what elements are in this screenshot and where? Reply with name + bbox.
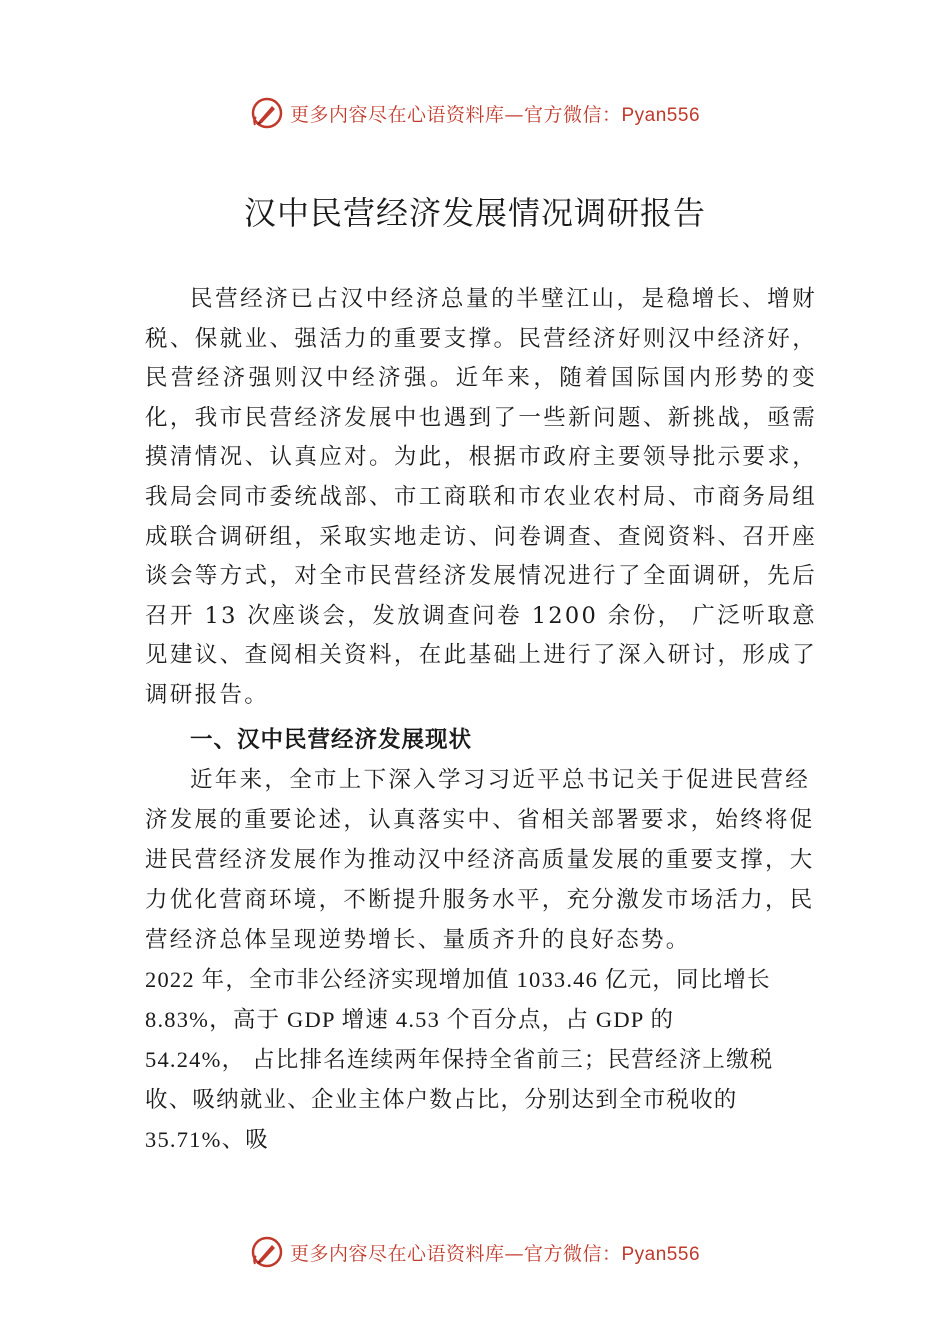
document-title: 汉中民营经济发展情况调研报告 bbox=[243, 194, 706, 232]
stats-line-1: 2022 年，全市非公经济实现增加值 1033.46 亿元，同比增长 bbox=[145, 966, 771, 992]
intro-paragraph: 民营经济已占汉中经济总量的半壁江山，是稳增长、增财税、保就业、强活力的重要支撑。民营经济好则汉中经济好，民营经济强则汉中经济强。近年来，随着国际国内形势的变化，我市民营经济发展中也遇到了一些新问题、新挑战，亟需摸清情况、认真应对。为此，根据市政府主要领导批示要求，我局会同市委统战部、市工商联和市农业农村局、市商务局组成联合调研组，采取实地走访、问卷调查、查阅资料、召开座谈会等方式，对全市民营经济发展情况进行了全面调研，先后召开 13 次座谈会，发放调查问卷 1200 余份， 广泛听取意见建议、查阅相关资料，在此基础上进行了深入研讨，形成了调研报告。 bbox=[145, 286, 817, 708]
stats-line-5: 35.71%、吸 bbox=[145, 1126, 269, 1152]
stats-line-2: 8.83%，高于 GDP 增速 4.53 个百分点，占 GDP 的 bbox=[145, 1006, 675, 1032]
document-body bbox=[145, 280, 817, 1160]
banner-text: 更多内容尽在心语资料库—官方微信：Pyan556 bbox=[289, 103, 701, 126]
banner-text: 更多内容尽在心语资料库—官方微信：Pyan556 bbox=[289, 1242, 701, 1265]
wechat-id: Pyan556 bbox=[621, 1243, 701, 1265]
stats-line-3: 54.24%， 占比排名连续两年保持全省前三；民营经济上缴税 bbox=[145, 1046, 774, 1072]
wechat-id: Pyan556 bbox=[621, 104, 701, 126]
pen-logo-icon bbox=[250, 96, 284, 130]
pen-logo-icon bbox=[250, 1235, 284, 1269]
section-heading: 一、汉中民营经济发展现状 bbox=[190, 726, 473, 753]
section-paragraph: 近年来，全市上下深入学习习近平总书记关于促进民营经济发展的重要论述，认真落实中、省相关部署要求，始终将促进民营经济发展作为推动汉中经济高质量发展的重要支撑，大力优化营商环境，不断提升服务水平，充分激发市场活力，民营经济总体呈现逆势增长、量质齐升的良好态势。 bbox=[145, 766, 815, 953]
footer-banner bbox=[0, 1232, 950, 1272]
stats-line-4: 收、吸纳就业、企业主体户数占比，分别达到全市税收的 bbox=[145, 1086, 738, 1113]
header-banner bbox=[0, 93, 950, 133]
